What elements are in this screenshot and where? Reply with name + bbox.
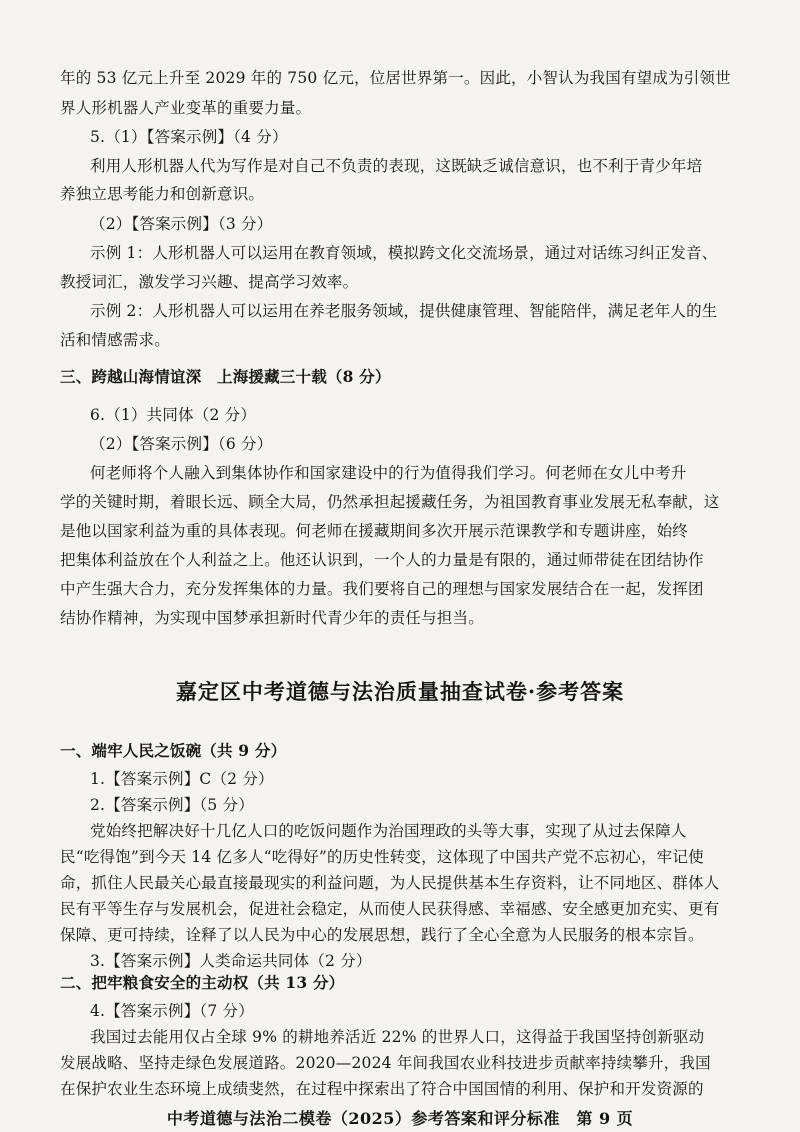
text-line: 利用人形机器人代为写作是对自己不负责的表现，这既缺乏诚信意识，也不利于青少年培 — [90, 157, 703, 175]
section-title: 嘉定区中考道德与法治质量抽查试卷·参考答案 — [175, 679, 625, 704]
text-line: 活和情感需求。 — [60, 331, 170, 349]
text-line: 发展战略、坚持走绿色发展道路。2020—2024 年间我国农业科技进步贡献率持续攀升，我国 — [60, 1054, 711, 1072]
page-footer: 中考道德与法治二模卷（2025）参考答案和评分标准 第 9 页 — [166, 1109, 634, 1128]
question-heading: 5.（1）【答案示例】（4 分） — [90, 128, 288, 146]
text-line: 教授词汇，激发学习兴趣、提高学习效率。 — [60, 273, 359, 291]
text-line: 民有平等生存与发展机会，促进社会稳定，从而使人民获得感、幸福感、安全感更加充实、更有 — [60, 900, 720, 918]
text-line: 中产生强大合力，充分发挥集体的力量。我们要将自己的理想与国家发展结合在一起，发挥团 — [60, 580, 704, 598]
question-heading: 1.【答案示例】C（2 分） — [90, 770, 274, 788]
text-line: 结协作精神，为实现中国梦承担新时代青少年的责任与担当。 — [60, 609, 484, 627]
text-line: 把集体利益放在个人利益之上。他还认识到，一个人的力量是有限的，通过师带徒在团结协作 — [60, 551, 704, 569]
question-heading: 3.【答案示例】人类命运共同体（2 分） — [90, 952, 372, 970]
question-heading: 6.（1）共同体（2 分） — [90, 406, 257, 424]
text-line: 保障、更可持续，诠释了以人民为中心的发展思想，践行了全心全意为人民服务的根本宗旨。 — [60, 926, 704, 944]
text-line: 我国过去能用仅占全球 9% 的耕地养活近 22% 的世界人口，这得益于我国坚持创新驱动 — [90, 1028, 705, 1046]
text-line: 民“吃得饱”到今天 14 亿多人“吃得好”的历史性转变，这体现了中国共产党不忘初心，牢记使 — [60, 848, 704, 866]
text-line: 界人形机器人产业变革的重要力量。 — [60, 99, 312, 117]
text-line: 何老师将个人融入到集体协作和国家建设中的行为值得我们学习。何老师在女儿中考升 — [90, 464, 687, 482]
section-heading: 一、端牢人民之饭碗（共 9 分） — [60, 741, 287, 760]
text-line: 是他以国家利益为重的具体表现。何老师在援藏期间多次开展示范课教学和专题讲座，始终 — [60, 522, 689, 540]
question-heading: （2）【答案示例】（3 分） — [90, 215, 273, 233]
text-line: 学的关键时期，着眼长远、顾全大局，仍然承担起援藏任务，为祖国教育事业发展无私奉献，这 — [60, 493, 720, 511]
text-line: 养独立思考能力和创新意识。 — [60, 185, 265, 203]
text-line: 命，抓住人民最关心最直接最现实的利益问题，为人民提供基本生存资料，让不同地区、群体人 — [60, 874, 720, 892]
question-heading: （2）【答案示例】（6 分） — [90, 435, 273, 453]
question-heading: 4.【答案示例】（7 分） — [90, 1002, 254, 1020]
text-line: 示例 1：人形机器人可以运用在教育领域，模拟跨文化交流场景，通过对话练习纠正发音、 — [90, 244, 718, 262]
text-line: 在保护农业生态环境上成绩斐然，在过程中探索出了符合中国国情的利用、保护和开发资源的 — [60, 1080, 704, 1098]
text-line: 党始终把解决好十几亿人口的吃饭问题作为治国理政的头等大事，实现了从过去保障人 — [90, 822, 687, 840]
section-heading: 三、跨越山海情谊深 上海援藏三十载（8 分） — [60, 367, 391, 386]
question-heading: 2.【答案示例】（5 分） — [90, 796, 254, 814]
text-line: 年的 53 亿元上升至 2029 年的 750 亿元，位居世界第一。因此，小智认为我国有望成为引领世 — [60, 69, 731, 87]
section-heading: 二、把牢粮食安全的主动权（共 13 分） — [60, 973, 345, 992]
text-line: 示例 2：人形机器人可以运用在养老服务领域，提供健康管理、智能陪伴，满足老年人的生 — [90, 302, 718, 320]
